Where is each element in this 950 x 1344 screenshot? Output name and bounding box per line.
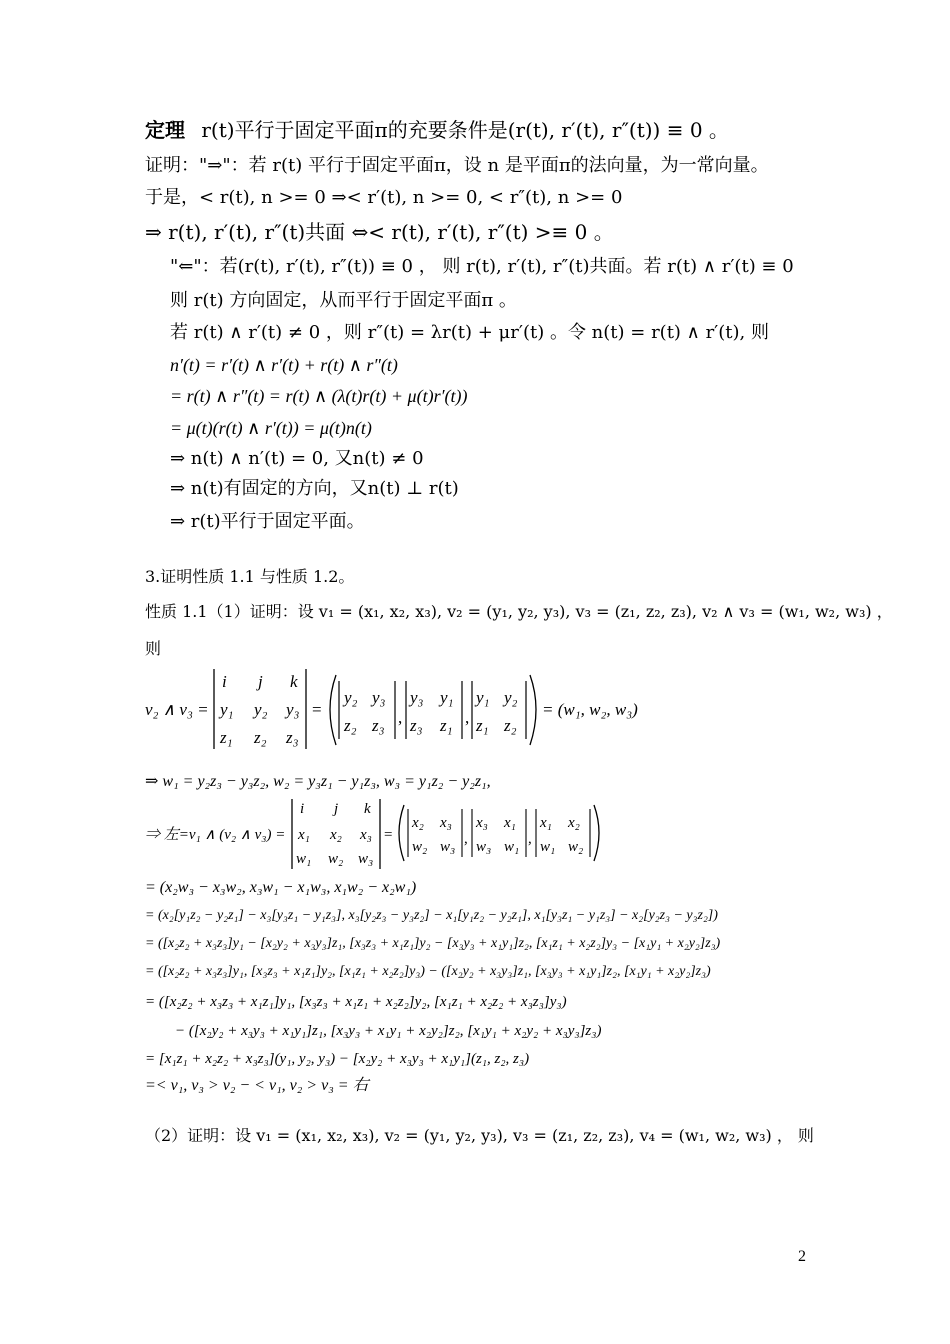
matrix2-figure [0, 795, 950, 875]
m2-r2c0: w₁ [296, 851, 312, 867]
proof-forward-2: ⇒ r(t), r′(t), r″(t)共面 ⇔< r(t), r′(t), r″(t) >≡ 0 。 [145, 220, 614, 244]
m1-r1c1: y₂ [254, 700, 268, 719]
svg-text:,: , [528, 831, 532, 847]
m2-r0c2: k [364, 801, 371, 817]
m1-r0c1: j [258, 672, 263, 691]
minor1-c: z₂ [344, 716, 357, 735]
m2-minor3-d: w₂ [568, 839, 584, 855]
m2-minor2-b: x₁ [504, 815, 516, 831]
m2-minor1-c: w₂ [412, 839, 428, 855]
svg-text:,: , [398, 708, 403, 727]
expansion-5: − ([x₂y₂ + x₃y₃ + x₁y₁]z₁, [x₃y₃ + x₁y₁ + x₂y₂]z₂, [x₁y₁ + x₂y₂ + x₃y₃]z₃) [175, 1023, 602, 1039]
minor1-d: z₃ [372, 716, 385, 735]
m1-r2c2: z₃ [286, 728, 299, 747]
matrix1-figure [0, 665, 950, 765]
minor1-a: y₂ [344, 688, 358, 707]
page-number: 2 [798, 1248, 806, 1265]
m2-minor1-b: x₃ [440, 815, 452, 831]
proof-backward-3: n′(t) = r′(t) ∧ r′(t) + r(t) ∧ r″(t) [170, 355, 398, 375]
proof-backward-7: ⇒ n(t)有固定的方向，又n(t) ⊥ r(t) [170, 478, 459, 499]
proof-backward-2: 若 r(t) ∧ r′(t) ≠ 0 ，则 r″(t) = λr(t) + μr′(t) 。令 n(t) = r(t) ∧ r′(t), 则 [170, 322, 769, 343]
proof-backward-4: = r(t) ∧ r″(t) = r(t) ∧ (λ(t)r(t) + μ(t)r′(t)) [170, 386, 468, 406]
matrix1-lhs: v₂ ∧ v₃ = [145, 700, 209, 719]
w-def: ⇒ w₁ = y₂z₃ − y₃z₂, w₂ = y₃z₁ − y₁z₃, w₃ = y₁z₂ − y₂z₁, [145, 773, 491, 790]
m1-r2c1: z₂ [254, 728, 267, 747]
theorem-label: 定理 [145, 118, 185, 142]
m2-r1c0: x₁ [298, 827, 310, 843]
expansion-7: =< v₁, v₃ > v₂ − < v₁, v₂ > v₃ = 右 [145, 1077, 369, 1094]
m2-minor2-c: w₃ [476, 839, 492, 855]
minor3-a: y₁ [476, 688, 490, 707]
minor2-d: z₁ [440, 716, 453, 735]
minor3-b: y₂ [504, 688, 518, 707]
proof-backward-1: 则 r(t) 方向固定，从而平行于固定平面π 。 [170, 290, 517, 311]
svg-text:,: , [464, 831, 468, 847]
expansion-2: = ([x₂z₂ + x₃z₃]y₁ − [x₂y₂ + x₃y₃]z₁, [x₃z₃ + x₁z₁]y₂ − [x₃y₃ + x₁y₁]z₂, [x₁z₁ + x₂z₂]y₃ − [x₁y₁ + x₂y₂]z₃) [145, 936, 721, 951]
section3-heading: 3.证明性质 1.1 与性质 1.2。 [145, 567, 355, 586]
m1-r2c0: z₁ [220, 728, 233, 747]
proof-forward-1: 于是，< r(t), n >= 0 ⇒< r′(t), n >= 0, < r″(t), n >= 0 [145, 187, 623, 208]
minor2-a: y₃ [410, 688, 424, 707]
m2-minor3-b: x₂ [568, 815, 580, 831]
theorem-line [145, 118, 729, 142]
minor3-c: z₁ [476, 716, 489, 735]
matrix2-lhs: ⇒ 左=v₁ ∧ (v₂ ∧ v₃) = [145, 827, 286, 843]
m2-minor1-d: w₃ [440, 839, 456, 855]
expansion-4: = ([x₂z₂ + x₃z₃ + x₁z₁]y₁, [x₃z₃ + x₁z₁ + x₂z₂]y₂, [x₁z₁ + x₂z₂ + x₃z₃]y₃) [145, 994, 567, 1010]
theorem-statement: r(t)平行于固定平面π的充要条件是(r(t), r′(t), r″(t)) ≡ 0 。 [201, 118, 729, 142]
proof-backward-8: ⇒ r(t)平行于固定平面。 [170, 511, 365, 532]
m2-minor3-c: w₁ [540, 839, 556, 855]
m2-r2c2: w₃ [358, 851, 374, 867]
m2-r2c1: w₂ [328, 851, 344, 867]
section3-prop-line: 性质 1.1（1）证明：设 v₁ = (x₁, x₂, x₃), v₂ = (y₁, y₂, y₃), v₃ = (z₁, z₂, z₃), v₂ ∧ v₃ = (w₁, w₂, w₃) ， [145, 602, 893, 621]
m1-r0c0: i [222, 672, 227, 691]
m2-r1c1: x₂ [330, 827, 342, 843]
m2-minor2-d: w₁ [504, 839, 520, 855]
m1-r1c2: y₃ [286, 700, 300, 719]
m2-r1c2: x₃ [360, 827, 372, 843]
m1-r1c0: y₁ [220, 700, 234, 719]
m2-r0c1: j [334, 801, 339, 817]
expansion-3: = ([x₂z₂ + x₃z₃]y₁, [x₃z₃ + x₁z₁]y₂, [x₁z₁ + x₂z₂]y₃) − ([x₂y₂ + x₃y₃]z₁, [x₃y₃ + x₁y₁]z₂, [x₁y₁ + x₂y₂]z₃) [145, 964, 711, 979]
expansion-6: = [x₁z₁ + x₂z₂ + x₃z₃](y₁, y₂, y₃) − [x₂y₂ + x₃y₃ + x₁y₁](z₁, z₂, z₃) [145, 1051, 530, 1067]
proof-backward-0: "⇐"：若(r(t), r′(t), r″(t)) ≡ 0 ， 则 r(t), r′(t), r″(t)共面。若 r(t) ∧ r′(t) ≡ 0 [170, 256, 794, 277]
svg-text:,: , [465, 708, 470, 727]
minor3-d: z₂ [504, 716, 517, 735]
expansion-1: = (x₂[y₁z₂ − y₂z₁] − x₃[y₃z₁ − y₁z₃], x₃[y₂z₃ − y₃z₂] − x₁[y₁z₂ − y₂z₁], x₁[y₃z₁ − y₁z₃] − x₂[y₂z₃ − y₃z₂]) [145, 908, 718, 923]
proof-forward-0: 证明："⇒"：若 r(t) 平行于固定平面π，设 n 是平面π的法向量，为一常向量。 [145, 155, 769, 176]
m2-r0c0: i [300, 801, 305, 817]
minor2-b: y₁ [440, 688, 454, 707]
part2-line: （2）证明：设 v₁ = (x₁, x₂, x₃), v₂ = (y₁, y₂, y₃), v₃ = (z₁, z₂, z₃), v₄ = (w₁, w₂, w₃) ， 则 [145, 1126, 814, 1145]
m2-minor2-a: x₃ [476, 815, 488, 831]
svg-text:=: = [312, 700, 322, 719]
m2-minor1-a: x₂ [412, 815, 424, 831]
m2-minor3-a: x₁ [540, 815, 552, 831]
svg-text:=: = [384, 827, 393, 843]
proof-backward-6: ⇒ n(t) ∧ n′(t) = 0, 又n(t) ≠ 0 [170, 448, 424, 469]
matrix1-rhs: = (w₁, w₂, w₃) [542, 700, 638, 719]
minor1-b: y₃ [372, 688, 386, 707]
proof-backward-5: = μ(t)(r(t) ∧ r′(t)) = μ(t)n(t) [170, 418, 372, 438]
m1-r0c2: k [290, 672, 298, 691]
expansion-0: = (x₂w₃ − x₃w₂, x₃w₁ − x₁w₃, x₁w₂ − x₂w₁) [145, 879, 417, 896]
minor2-c: z₃ [410, 716, 423, 735]
section3-then: 则 [145, 639, 162, 658]
